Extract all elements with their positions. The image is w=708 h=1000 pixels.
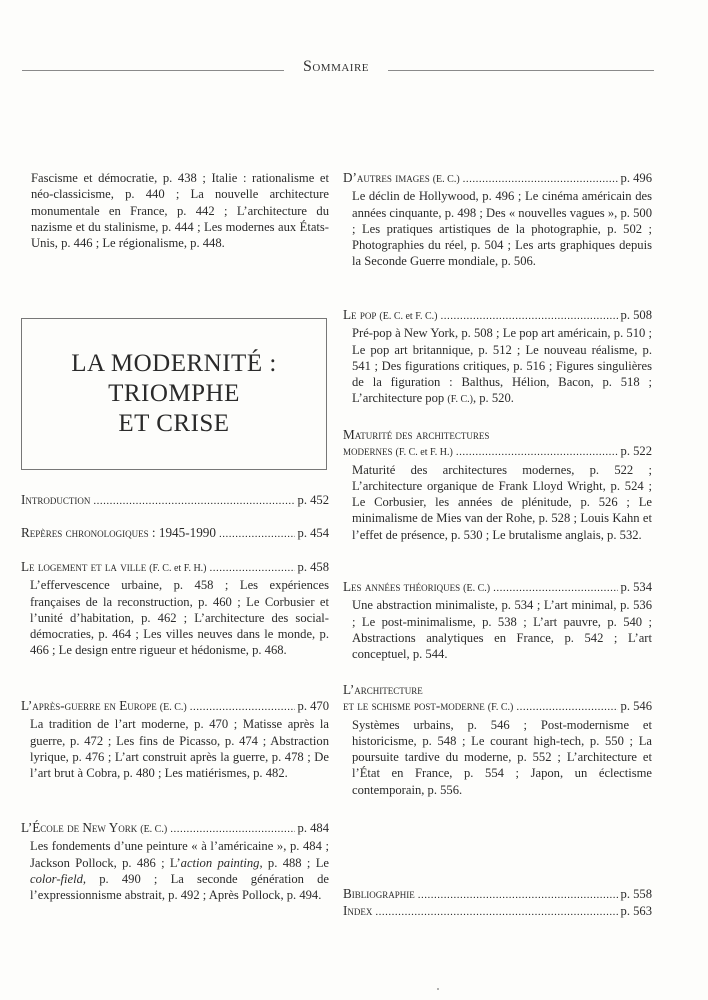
toc-entry-post-moderne[interactable] [343,682,652,798]
toc-entry-page: p. 563 [620,904,652,918]
dot-leader [456,444,618,460]
toc-entry-authors: (E. C.) [432,174,460,185]
dot-leader [190,699,295,715]
toc-entry-introduction[interactable] [21,492,329,509]
toc-entry-authors: (F. C. et F. H.) [149,563,207,574]
toc-entry-title-cont: et le schisme post-moderne [343,698,485,714]
toc-entry-theoriques[interactable] [343,579,652,662]
section-title-line-1: LA MODERNITÉ : [71,350,277,377]
toc-entry-title-cont: modernes [343,443,393,459]
toc-entry-bibliographie[interactable] [343,886,652,903]
toc-entry-subtopics: Systèmes urbains, p. 546 ; Post-modernisme et historicisme, p. 548 ; Le courant high-tech, p. 550 ; La poursuite tardive du moderne, p. 552 ; L’architecture et l’État en France, p. 554 ; Japon, un éclectisme contemporain, p. 556. [352,717,652,797]
page-speck [437,988,439,990]
toc-entry-title: Index [343,903,373,918]
section-title-box [21,318,327,470]
dot-leader [210,560,295,576]
subtopics-text: p. 490 ; La seconde génération de l’expressionnisme abstrait, p. 492 ; Après Pollock, p. 494. [30,871,329,903]
toc-entry-title: L’architecture [343,682,423,697]
toc-entry-authors: (F. C.) [487,702,514,714]
dot-leader [516,699,617,715]
toc-entry-page: p. 522 [620,444,652,459]
subtopics-text: Pré-pop à New York, p. 508 ; Le pop art américain, p. 510 ; Le pop art britannique, p. 512 ; Le nouveau réalisme, p. 541 ; Des figurations critiques, p. 516 ; Figures singulières de la figuration : Balthus, Hélion, Bacon, p. 518 ; L’architecture pop [352,326,652,406]
toc-entry-title: D’autres images [343,170,430,185]
toc-entry-page: p. 558 [620,887,652,901]
subtopics-text: p. 488 ; Le [262,855,330,870]
page-title: Sommaire [302,58,370,75]
toc-entry-page: p. 508 [620,308,652,322]
subtopics-text: Les fondements d’une peinture « à l’américaine », p. 484 ; Jackson Pollock, p. 486 ; L’ [30,839,329,870]
toc-entry-page: p. 454 [297,526,329,540]
toc-entry-title: Le pop [343,307,377,322]
toc-entry-title: Maturité des architectures [343,427,490,442]
toc-entry-subtopics: Le déclin de Hollywood, p. 496 ; Le cinéma américain des années cinquante, p. 498 ; Des « nouvelles vagues », p. 500 ; Les pratiques artistiques de la photographie, p. 502 ; Photographies du réel, p. 504 ; Les arts graphiques depuis la Seconde Guerre mondiale, p. 506. [352,189,652,269]
header-rule-right [388,70,654,71]
toc-entry-reperes[interactable] [21,525,329,542]
toc-entry-title: L’École de New York [21,820,138,835]
previous-section-continuation: Fascisme et démocratie, p. 438 ; Italie : rationalisme et néo-classicisme, p. 440 ; La nouvelle architecture monumentale en France, p. 442 ; L’architecture du nazisme et du stalinisme, p. 444 ; Les modernes aux États-Unis, p. 446 ; Le régionalisme, p. 448. [31,171,329,251]
section-title-line-3: ET CRISE [118,410,230,437]
toc-entry-title: Repères chronologiques : 1945-1990 [21,525,216,540]
subtopics-italic: color-field, [30,871,87,886]
toc-entry-pop[interactable] [343,307,652,409]
toc-entry-subtopics: L’effervescence urbaine, p. 458 ; Les expériences françaises de la reconstruction, p. 460 ; Le Corbusier et l’unité d’habitation, p. 462 ; L’architecture des social-démocraties, p. 464 ; Les villes neuves dans le monde, p. 466 ; Le design entre rigueur et hédonisme, p. 468. [30,578,329,658]
toc-entry-subtopics: Une abstraction minimaliste, p. 534 ; L’art minimal, p. 536 ; Le post-minimalisme, p. 538 ; L’art pauvre, p. 540 ; Abstractions analytiques en France, p. 542 ; L’art conceptuel, p. 544. [352,598,652,662]
dot-leader [440,308,617,324]
dot-leader [170,821,294,837]
subtopics-italic: action painting, [180,855,263,870]
subtopics-authors: (F. C.) [447,394,473,406]
toc-entry-subtopics: La tradition de l’art moderne, p. 470 ; Matisse après la guerre, p. 472 ; Les fins de Picasso, p. 474 ; Abstraction lyrique, p. 476 ; L’art construit après la guerre, p. 478 ; De l’art brut à Cobra, p. 480 ; Les matiérismes, p. 482. [30,717,329,781]
toc-entry-page: p. 484 [297,821,329,835]
toc-entry-title: L’après-guerre en Europe [21,698,157,713]
section-title-line-2: TRIOMPHE [108,380,240,407]
toc-entry-authors: (E. C.) [463,583,491,594]
toc-entry-apres-guerre[interactable] [21,698,329,781]
toc-entry-logement[interactable] [21,559,329,659]
toc-entry-title: Introduction [21,492,91,507]
toc-entry-ecole-new-york[interactable] [21,820,329,903]
toc-entry-index[interactable] [343,903,652,920]
toc-entry-title: Les années théoriques [343,579,461,594]
toc-entry-page: p. 534 [620,580,652,594]
toc-entry-authors: (E. C.) [159,702,187,713]
toc-entry-page: p. 470 [297,699,329,713]
toc-entry-subtopics [343,325,652,408]
toc-entry-page: p. 452 [297,493,329,507]
toc-entry-page: p. 496 [620,171,652,185]
dot-leader [93,493,294,509]
toc-entry-authors: (F. C. et F. H.) [395,447,453,459]
toc-entry-subtopics: Maturité des architectures modernes, p. 522 ; L’architecture organique de Frank Lloyd Wright, p. 524 ; Le Corbusier, les années de plénitude, p. 526 ; Le minimalisme de Mies van der Rohe, p. 528 ; Louis Kahn et l’effet de présence, p. 530 ; Le brutalisme anglais, p. 532. [352,462,652,542]
toc-entry-autres-images[interactable] [343,170,652,270]
toc-entry-title: Le logement et la ville [21,559,147,574]
toc-entry-title: Bibliographie [343,886,415,901]
dot-leader [375,904,617,920]
toc-entry-page: p. 546 [620,699,652,714]
toc-entry-page: p. 458 [297,560,329,574]
subtopics-text: , p. 520. [472,391,514,406]
toc-entry-subtopics [21,838,329,903]
dot-leader [418,887,618,903]
toc-entry-authors: (E. C. et F. C.) [379,311,438,322]
dot-leader [463,171,618,187]
dot-leader [493,580,617,596]
dot-leader [219,526,295,542]
toc-entry-authors: (E. C.) [140,824,168,835]
header-rule-left [22,70,284,71]
toc-entry-maturite[interactable] [343,427,652,543]
